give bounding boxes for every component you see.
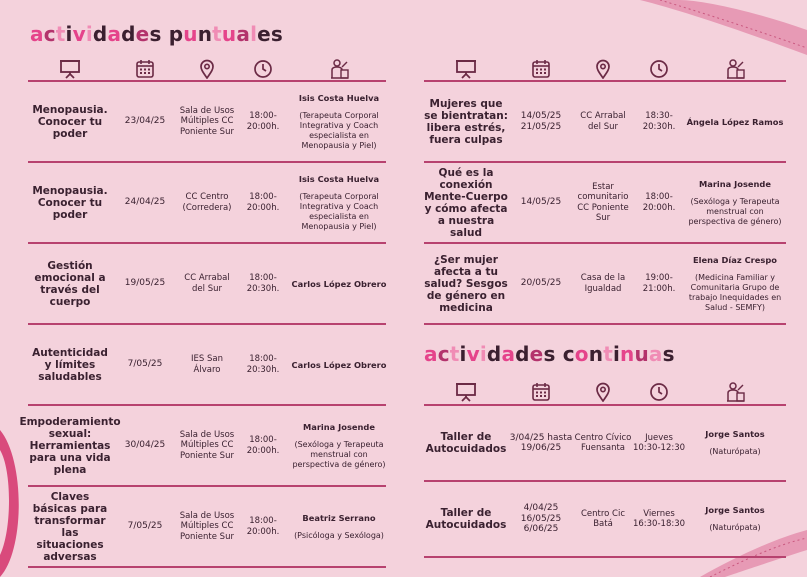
activity-professional	[686, 482, 784, 556]
professional-name: Marina Josende	[698, 178, 771, 189]
activity-name: Gestión emocional a través del cuerpo	[34, 259, 106, 308]
activity-professional	[290, 82, 388, 161]
professional-role: (Psicóloga y Sexóloga)	[294, 530, 384, 540]
activity-name: Mujeres que se bientratan: libera estrés, fuera culpas	[424, 97, 508, 146]
section-title-continuas: actividades continuas	[424, 342, 675, 366]
presentation-board-icon	[424, 379, 508, 405]
activity-date: 19/05/25	[124, 278, 166, 289]
divider	[424, 556, 786, 558]
activity-time: 18:00-20:30h.	[246, 354, 280, 375]
activity-professional	[290, 244, 388, 323]
professional-name: Jorge Santos	[705, 429, 765, 439]
activity-name: Taller de Autocuidados	[425, 431, 507, 455]
professional-role: (Sexóloga y Terapeuta menstrual con perspectiva de género)	[292, 439, 386, 469]
activity-name: Taller de Autocuidados	[425, 507, 507, 531]
activity-professional	[686, 244, 784, 323]
activity-time: 18:00-20:00h.	[642, 192, 676, 213]
activity-name: ¿Ser mujer afecta a tu salud? Sesgos de género en medicina	[424, 253, 508, 314]
activity-date: 30/04/25	[124, 440, 166, 451]
activity-date: 24/04/25	[124, 197, 166, 208]
activity-place: Sala de Usos Múltiples CC Poniente Sur	[179, 105, 235, 137]
activity-place: IES San Álvaro	[191, 354, 223, 375]
activity-place: CC Centro (Corredera)	[182, 192, 232, 213]
section-title-puntuales: actividades puntuales	[30, 22, 284, 46]
table-row	[424, 244, 786, 325]
activity-time: 18:00-20:00h.	[246, 111, 280, 132]
table-header-puntuales-right	[424, 56, 786, 82]
table-header-continuas	[424, 379, 786, 405]
activity-place: Centro Cívico Fuensanta	[574, 432, 632, 453]
table-row	[424, 406, 786, 482]
activity-date: 14/05/25 21/05/25	[520, 111, 562, 132]
activity-name: Autenticidad y límites saludables	[32, 346, 108, 383]
activity-time: 18:00-20:00h.	[246, 192, 280, 213]
professional-name: Isis Costa Huelva	[298, 92, 380, 103]
table-row	[28, 82, 386, 163]
activity-time: 18:00-20:00h.	[246, 516, 280, 537]
speaker-person-icon	[290, 56, 388, 82]
activity-professional	[290, 163, 388, 242]
activity-time: Viernes 16:30-18:30	[632, 508, 686, 529]
clock-icon	[632, 56, 686, 82]
calendar-icon	[112, 56, 178, 82]
location-pin-icon	[574, 379, 632, 405]
activity-place: Sala de Usos Múltiples CC Poniente Sur	[179, 510, 235, 542]
professional-name: Jorge Santos	[705, 505, 765, 515]
divider	[424, 323, 786, 325]
table-row	[28, 244, 386, 325]
professional-name: Marina Josende	[302, 421, 375, 432]
table-row	[424, 82, 786, 163]
professional-name: Isis Costa Huelva	[298, 173, 380, 184]
activity-name: Menopausia. Conocer tu poder	[32, 184, 108, 221]
activity-date: 4/04/25 16/05/25 6/06/25	[520, 503, 562, 535]
activity-date: 7/05/25	[127, 359, 163, 370]
divider	[28, 566, 386, 568]
professional-name: Carlos López Obrero	[291, 278, 387, 289]
activity-date: 23/04/25	[124, 116, 166, 127]
table-row	[424, 163, 786, 244]
professional-name: Elena Díaz Crespo	[693, 254, 777, 265]
professional-name: Ángela López Ramos	[686, 116, 784, 127]
activity-professional	[686, 406, 784, 480]
calendar-icon	[508, 56, 574, 82]
activity-time: 19:00-21:00h.	[642, 273, 676, 294]
professional-role: (Terapeuta Corporal Integrativa y Coach especialista en Menopausia y Piel)	[299, 110, 379, 150]
speaker-person-icon	[686, 56, 784, 82]
activity-date: 7/05/25	[127, 521, 163, 532]
table-row	[28, 163, 386, 244]
activity-time: 18:30-20:30h.	[642, 111, 676, 132]
table-row	[28, 325, 386, 406]
professional-role: (Terapeuta Corporal Integrativa y Coach especialista en Menopausia y Piel)	[299, 191, 379, 231]
activity-name: Claves básicas para transformar las situaciones adversas	[32, 490, 108, 563]
clock-icon	[632, 379, 686, 405]
activity-name: Qué es la conexión Mente-Cuerpo y cómo afecta a nuestra salud	[424, 166, 508, 239]
activity-time: 18:00-20:30h.	[246, 273, 280, 294]
table-header-puntuales-left	[28, 56, 386, 82]
activity-time: 18:00-20:00h.	[246, 435, 280, 456]
activity-place: Centro Cic Batá	[580, 508, 626, 529]
activity-name: Menopausia. Conocer tu poder	[32, 103, 108, 140]
professional-role: (Sexóloga y Terapeuta menstrual con perspectiva de género)	[688, 196, 782, 226]
professional-role: (Naturópata)	[709, 447, 761, 456]
activity-place: CC Arrabal del Sur	[184, 273, 230, 294]
activity-date: 3/04/25 hasta 19/06/25	[509, 432, 573, 453]
activity-professional	[686, 82, 784, 161]
activity-date: 20/05/25	[520, 278, 562, 289]
table-row	[19, 406, 386, 487]
activity-place: CC Arrabal del Sur	[580, 111, 626, 132]
speaker-person-icon	[686, 379, 784, 405]
location-pin-icon	[574, 56, 632, 82]
activity-place: Casa de la Igualdad	[580, 273, 626, 294]
activity-professional	[290, 487, 388, 566]
table-row	[424, 482, 786, 558]
professional-name: Carlos López Obrero	[291, 359, 387, 370]
activity-date: 14/05/25	[520, 197, 562, 208]
presentation-board-icon	[424, 56, 508, 82]
professional-role: (Medicina Familiar y Comunitaria Grupo de trabajo Inequidades en Salud - SEMFY)	[688, 272, 782, 312]
activity-professional	[290, 325, 388, 404]
activity-professional	[290, 406, 388, 485]
location-pin-icon	[178, 56, 236, 82]
calendar-icon	[508, 379, 574, 405]
activity-place: Sala de Usos Múltiples CC Poniente Sur	[179, 429, 235, 461]
activity-professional	[686, 163, 784, 242]
table-row	[28, 487, 386, 568]
activity-place: Estar comunitario CC Poniente Sur	[577, 181, 629, 223]
presentation-board-icon	[28, 56, 112, 82]
activity-name: Empoderamiento sexual: Herramientas para una vida plena	[19, 415, 121, 476]
top-right-stripe-decoration	[640, 0, 807, 60]
activity-time: Jueves 10:30-12:30	[632, 432, 686, 453]
clock-icon	[236, 56, 290, 82]
professional-role: (Naturópata)	[709, 523, 761, 532]
professional-name: Beatriz Serrano	[302, 512, 376, 523]
